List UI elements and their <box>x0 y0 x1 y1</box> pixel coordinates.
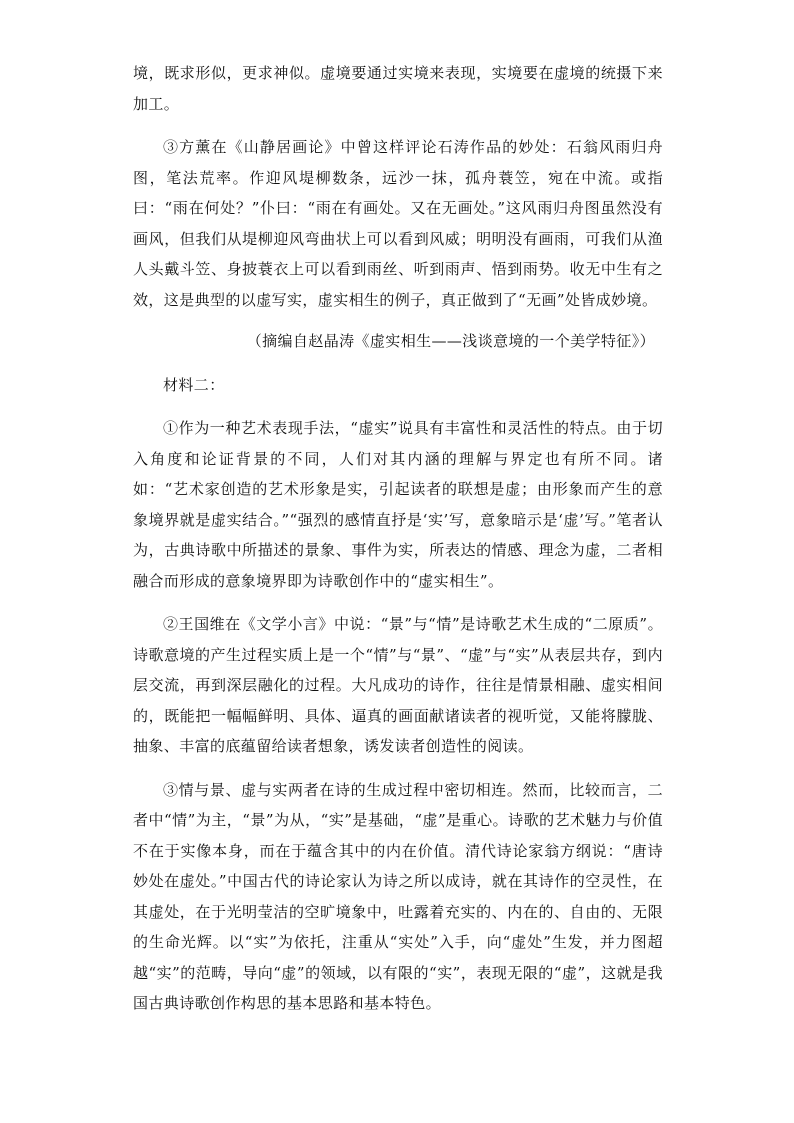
material2-label: 材料二： <box>163 375 225 394</box>
material1-paragraph3: ③方薰在《山静居画论》中曾这样评论石涛作品的妙处：石翁风雨归舟图，笔法荒率。作迎风堤柳数条，远沙一抹，孤舟蓑笠，宛在中流。或指曰：“雨在何处？”仆曰：“雨在有画处。又在无画处。”这风雨归舟图虽然没有画风，但我们从堤柳迎风弯曲状上可以看到风威；明明没有画雨，可我们从渔人头戴斗笠、身披蓑衣上可以看到雨丝、听到雨声、悟到雨势。收无中生有之效，这是典型的以虚写实，虚实相生的例子，真正做到了“无画”处皆成妙境。 <box>133 138 663 309</box>
material1-source: （摘编自赵晶涛《虚实相生——浅谈意境的一个美学特征》） <box>246 332 655 350</box>
material2-paragraph1: ①作为一种艺术表现手法，“虚实”说具有丰富性和灵活性的特点。由于切入角度和论证背景的不同，人们对其内涵的理解与界定也有所不同。诸如：“艺术家创造的艺术形象是实，引起读者的联想是虚；由形象而产生的意象境界就是虚实结合。”“强烈的感情直抒是‘实’写，意象暗示是‘虚’写。”笔者认为，古典诗歌中所描述的景象、事件为实，所表达的情感、理念为虚，二者相融合而形成的意象境界即为诗歌创作中的“虚实相生”。 <box>133 419 663 590</box>
document-page <box>133 58 663 1019</box>
material2-paragraph2: ②王国维在《文学小言》中说：“景”与“情”是诗歌艺术生成的“二原质”。诗歌意境的产生过程实质上是一个“情”与“景”、“虚”与“实”从表层共存，到内层交流，再到深层融化的过程。大凡成功的诗作，往往是情景相融、虚实相间的，既能把一幅幅鲜明、具体、逼真的画面献诸读者的视听觉，又能将朦胧、抽象、丰富的底蕴留给读者想象，诱发读者创造性的阅读。 <box>133 615 663 755</box>
material1-paragraph2-end: 境，既求形似，更求神似。虚境要通过实境来表现，实境要在虚境的统摄下来加工。 <box>133 64 663 113</box>
material2-paragraph3: ③情与景、虚与实两者在诗的生成过程中密切相连。然而，比较而言，二者中“情”为主，“景”为从，“实”是基础，“虚”是重心。诗歌的艺术魅力与价值不在于实像本身，而在于蕴含其中的内在价值。清代诗论家翁方纲说：“唐诗妙处在虚处。”中国古代的诗论家认为诗之所以成诗，就在其诗作的空灵性，在其虚处，在于光明莹洁的空旷境象中，吐露着充实的、内在的、自由的、无限的生命光辉。以“实”为依托，注重从“实处”入手，向“虚处”生发，并力图超越“实”的范畴，导向“虚”的领域，以有限的“实”，表现无限的“虚”，这就是我国古典诗歌创作构思的基本思路和基本特色。 <box>133 780 663 1012</box>
